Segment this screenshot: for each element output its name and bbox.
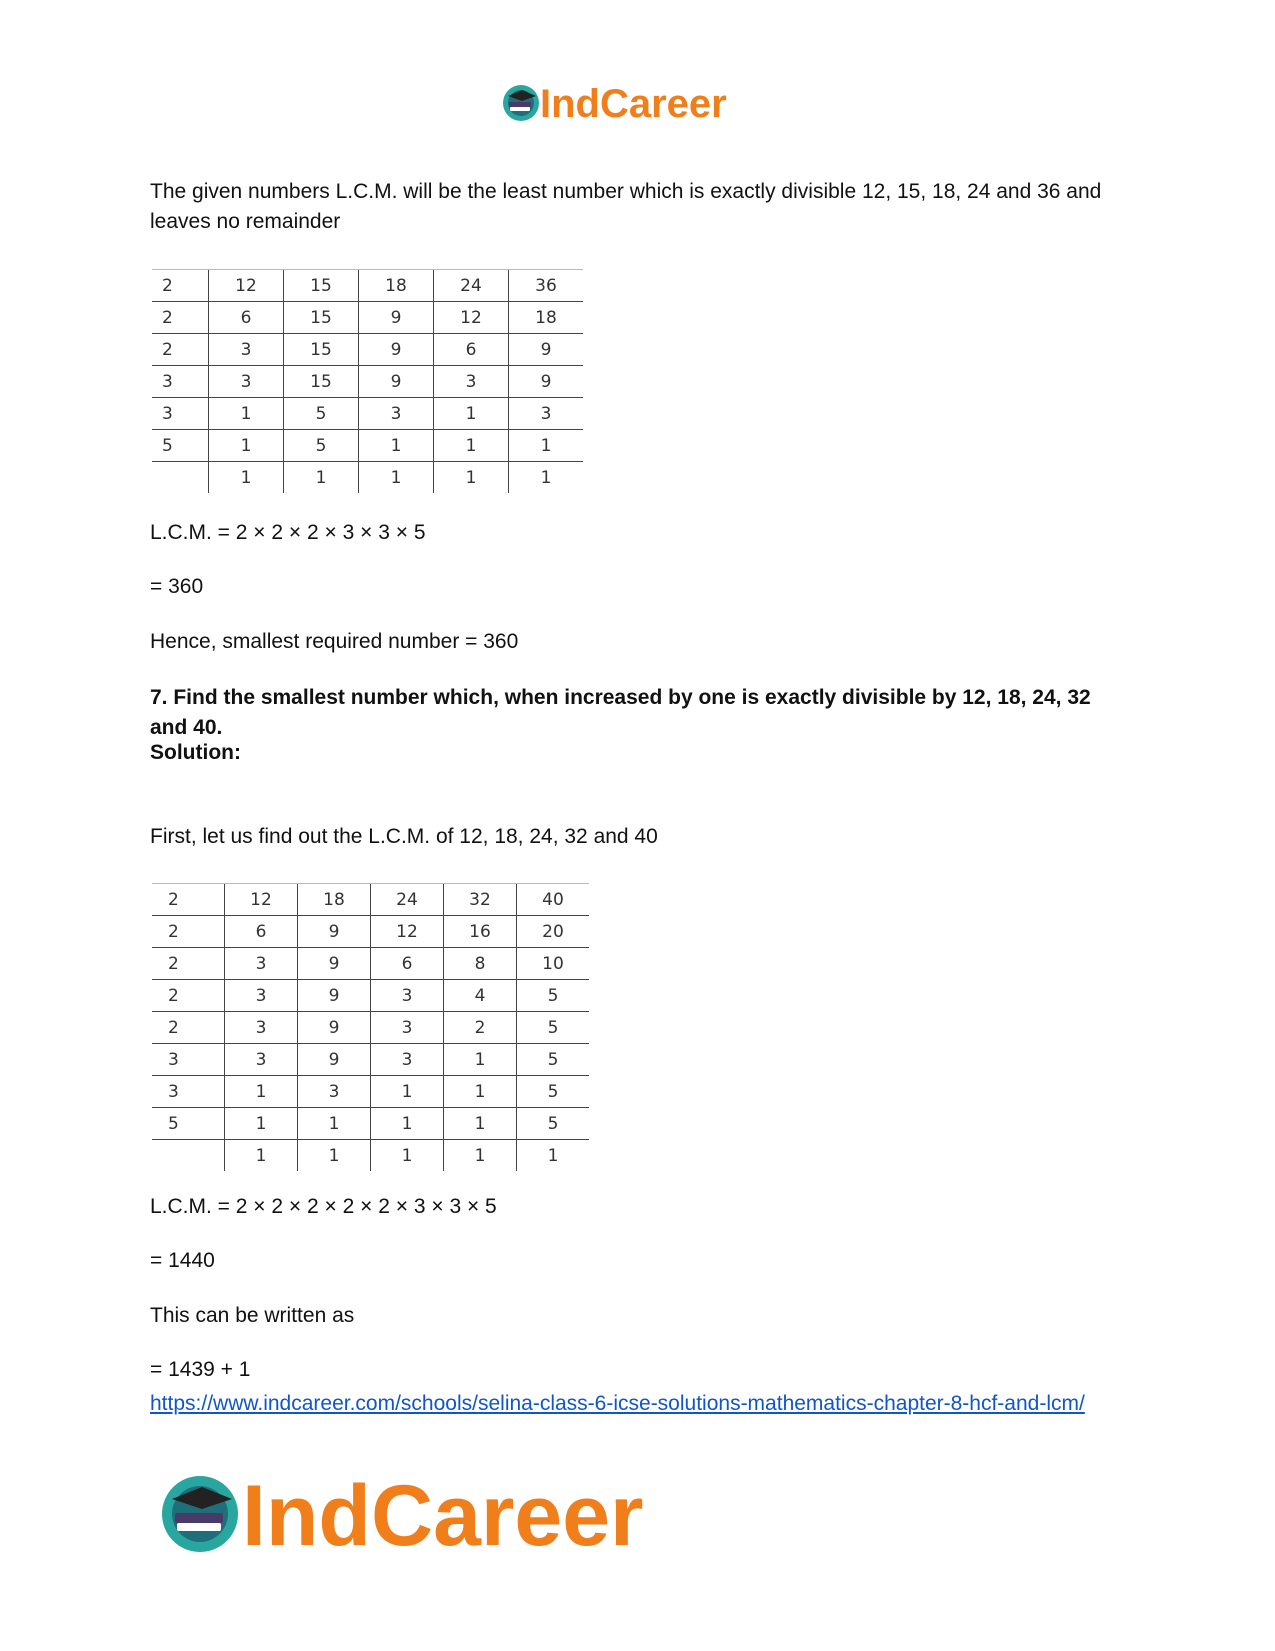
table-row	[152, 1108, 589, 1140]
lcm-result-2: = 1440	[150, 1249, 215, 1272]
quotient-cell: 15	[284, 366, 359, 398]
lcm-expression-1: L.C.M. = 2 × 2 × 2 × 3 × 3 × 5	[150, 521, 426, 544]
quotient-cell: 5	[284, 398, 359, 430]
quotient-cell: 1	[298, 1140, 371, 1172]
quotient-cell: 10	[517, 948, 590, 980]
quotient-cell: 1	[209, 462, 284, 494]
table-row	[152, 398, 583, 430]
divisor-cell	[152, 1140, 225, 1172]
quotient-cell: 9	[509, 366, 584, 398]
quotient-cell: 9	[359, 302, 434, 334]
quotient-cell: 3	[225, 1012, 298, 1044]
quotient-cell: 1	[434, 398, 509, 430]
table-row	[152, 1140, 589, 1172]
quotient-cell: 9	[298, 980, 371, 1012]
quotient-cell: 1	[225, 1076, 298, 1108]
quotient-cell: 1	[444, 1108, 517, 1140]
quotient-cell: 1	[371, 1140, 444, 1172]
quotient-cell: 15	[284, 334, 359, 366]
quotient-cell: 6	[371, 948, 444, 980]
question-7: 7. Find the smallest number which, when increased by one is exactly divisible by 12, 18, 24, 32 and 40.	[150, 686, 1091, 739]
indcareer-logo-bottom	[160, 1469, 700, 1559]
table-row	[152, 302, 583, 334]
quotient-cell: 18	[509, 302, 584, 334]
quotient-cell: 6	[434, 334, 509, 366]
quotient-cell: 2	[444, 1012, 517, 1044]
quotient-cell: 3	[225, 1044, 298, 1076]
divisor-cell: 2	[152, 334, 209, 366]
intro-text: The given numbers L.C.M. will be the least number which is exactly divisible 12, 15, 18, 24 and 36 and leaves no remainder	[150, 180, 1102, 233]
quotient-cell: 9	[298, 1012, 371, 1044]
table-row	[152, 948, 589, 980]
divisor-cell: 2	[152, 302, 209, 334]
quotient-cell: 4	[444, 980, 517, 1012]
indcareer-logo-top	[502, 82, 772, 124]
quotient-cell: 18	[298, 884, 371, 916]
quotient-cell: 1	[434, 430, 509, 462]
graduation-book-icon	[503, 85, 539, 121]
quotient-cell: 3	[359, 398, 434, 430]
quotient-cell: 1	[209, 398, 284, 430]
quotient-cell: 1	[225, 1140, 298, 1172]
division-table-2	[152, 883, 589, 1171]
quotient-cell: 16	[444, 916, 517, 948]
division-table-1	[152, 269, 583, 493]
quotient-cell: 5	[517, 1108, 590, 1140]
quotient-cell: 3	[509, 398, 584, 430]
quotient-cell: 5	[517, 1076, 590, 1108]
quotient-cell: 1	[517, 1140, 590, 1172]
table-row	[152, 1076, 589, 1108]
quotient-cell: 15	[284, 270, 359, 302]
quotient-cell: 3	[298, 1076, 371, 1108]
divisor-cell: 5	[152, 430, 209, 462]
table-row	[152, 1044, 589, 1076]
divisor-cell: 2	[152, 916, 225, 948]
solution-label: Solution:	[150, 741, 241, 764]
quotient-cell: 1	[359, 430, 434, 462]
lcm-expression-2: L.C.M. = 2 × 2 × 2 × 2 × 2 × 3 × 3 × 5	[150, 1195, 497, 1218]
divisor-cell: 2	[152, 948, 225, 980]
quotient-cell: 20	[517, 916, 590, 948]
quotient-cell: 6	[225, 916, 298, 948]
quotient-cell: 3	[225, 980, 298, 1012]
divisor-cell: 3	[152, 1044, 225, 1076]
quotient-cell: 3	[434, 366, 509, 398]
quotient-cell: 5	[517, 1012, 590, 1044]
quotient-cell: 9	[298, 1044, 371, 1076]
divisor-cell: 2	[152, 1012, 225, 1044]
quotient-cell: 32	[444, 884, 517, 916]
quotient-cell: 12	[225, 884, 298, 916]
quotient-cell: 9	[298, 948, 371, 980]
divisor-cell: 2	[152, 270, 209, 302]
quotient-cell: 3	[371, 1012, 444, 1044]
table-row	[152, 334, 583, 366]
graduation-book-icon	[162, 1476, 238, 1552]
rewrite-result: = 1439 + 1	[150, 1358, 251, 1381]
logo-wordmark: IndCareer	[242, 1469, 644, 1559]
first-step-text: First, let us find out the L.C.M. of 12, 18, 24, 32 and 40	[150, 825, 658, 848]
conclusion-text: Hence, smallest required number = 360	[150, 630, 519, 653]
quotient-cell: 12	[371, 916, 444, 948]
lcm-result-1: = 360	[150, 575, 204, 598]
table-row	[152, 430, 583, 462]
quotient-cell: 1	[209, 430, 284, 462]
quotient-cell: 1	[434, 462, 509, 494]
quotient-cell: 1	[371, 1076, 444, 1108]
quotient-cell: 1	[444, 1076, 517, 1108]
table-row	[152, 1012, 589, 1044]
table-row	[152, 462, 583, 494]
table-row	[152, 884, 589, 916]
quotient-cell: 8	[444, 948, 517, 980]
divisor-cell: 3	[152, 1076, 225, 1108]
quotient-cell: 5	[517, 1044, 590, 1076]
quotient-cell: 1	[225, 1108, 298, 1140]
quotient-cell: 1	[359, 462, 434, 494]
quotient-cell: 3	[371, 980, 444, 1012]
divisor-cell: 2	[152, 884, 225, 916]
quotient-cell: 1	[509, 462, 584, 494]
divisor-cell	[152, 462, 209, 494]
quotient-cell: 9	[359, 366, 434, 398]
divisor-cell: 3	[152, 398, 209, 430]
quotient-cell: 1	[371, 1108, 444, 1140]
quotient-cell: 3	[209, 334, 284, 366]
quotient-cell: 5	[284, 430, 359, 462]
quotient-cell: 1	[284, 462, 359, 494]
logo-wordmark: IndCareer	[540, 82, 727, 124]
quotient-cell: 3	[371, 1044, 444, 1076]
quotient-cell: 12	[209, 270, 284, 302]
quotient-cell: 5	[517, 980, 590, 1012]
divisor-cell: 2	[152, 980, 225, 1012]
quotient-cell: 6	[209, 302, 284, 334]
quotient-cell: 40	[517, 884, 590, 916]
quotient-cell: 24	[434, 270, 509, 302]
quotient-cell: 1	[298, 1108, 371, 1140]
rewrite-text: This can be written as	[150, 1304, 355, 1327]
quotient-cell: 9	[509, 334, 584, 366]
quotient-cell: 1	[444, 1044, 517, 1076]
quotient-cell: 9	[298, 916, 371, 948]
table-row	[152, 366, 583, 398]
quotient-cell: 1	[509, 430, 584, 462]
divisor-cell: 5	[152, 1108, 225, 1140]
quotient-cell: 24	[371, 884, 444, 916]
quotient-cell: 1	[444, 1140, 517, 1172]
divisor-cell: 3	[152, 366, 209, 398]
quotient-cell: 3	[225, 948, 298, 980]
quotient-cell: 12	[434, 302, 509, 334]
quotient-cell: 3	[209, 366, 284, 398]
quotient-cell: 36	[509, 270, 584, 302]
table-row	[152, 916, 589, 948]
quotient-cell: 9	[359, 334, 434, 366]
quotient-cell: 15	[284, 302, 359, 334]
table-row	[152, 270, 583, 302]
table-row	[152, 980, 589, 1012]
quotient-cell: 18	[359, 270, 434, 302]
source-link[interactable]: https://www.indcareer.com/schools/selina-class-6-icse-solutions-mathematics-chapter-8-hcf-and-lcm/	[150, 1392, 1085, 1415]
